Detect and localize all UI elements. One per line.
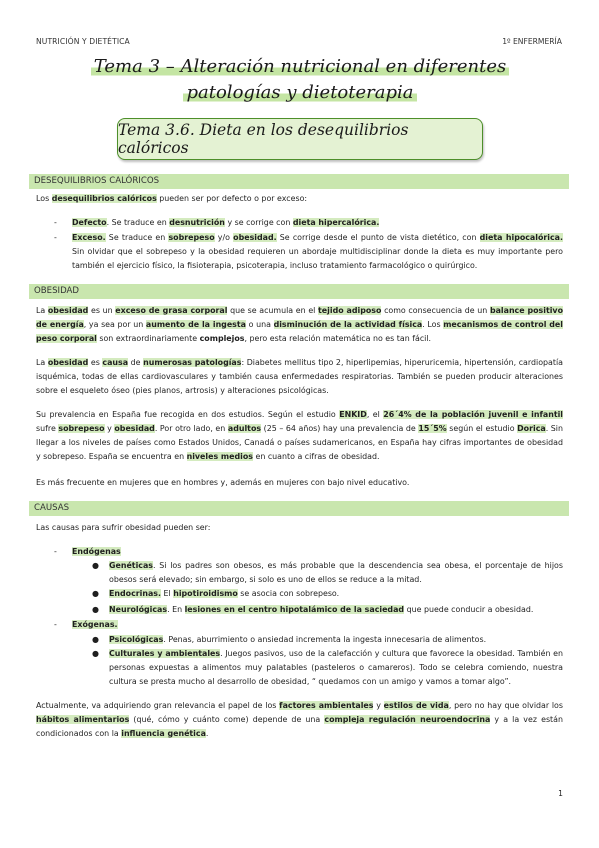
list-item-culturales: Culturales y ambientales. Juegos pasivos, uso de la calefacción y cultura que favorece la obesidad. También en personas expuestas a alimentos muy palatables (pasteleros o camareros). Todo se celebra comiendo, nuestra cultura se presta mucho al desarrollo de obesidad, “ quedamos con un amigo y vamos a tomar algo”. — [109, 649, 563, 686]
paragraph-obesidad-prevalencia: Su prevalencia en España fue recogida en dos estudios. Según el estudio ENKID, el 26´4% de la población juvenil e infantil sufre sobrepeso y obesidad. Por otro lado, en adultos (25 – 64 años) hay una prevalencia de 15´5% según el estudio Dorica. Sin llegar a los niveles de países como Estados Unidos, Canadá o países sudamericanos, en España hay cifras importantes de obesidad y sobrepeso. España se encuentra en niveles medios en cuanto a cifras de obesidad. — [36, 410, 564, 461]
list-dash: - — [54, 218, 57, 227]
paragraph-obesidad-definicion: La obesidad es un exceso de grasa corporal que se acumula en el tejido adiposo como consecuencia de un balance positivo de energía, ya sea por un aumento de la ingesta o una disminución de la actividad física. Los mecanismos de control del peso corporal son extraordinariamente complejos, pero esta relación matemática no es tan fácil. — [36, 306, 563, 343]
list-dash: - — [54, 233, 57, 242]
list-item-geneticas: Genéticas. Si los padres son obesos, es más probable que la descendencia sea obesa, el porcentaje de hijos obesos será elevado; sin embargo, si solo es uno de ellos se reduce a la mitad. — [109, 561, 563, 584]
list-dash: - — [54, 620, 57, 629]
bullet-icon: ● — [92, 649, 99, 658]
main-title — [60, 54, 540, 106]
main-title-line2: patologías y dietoterapia — [183, 82, 416, 103]
paragraph-causas-final: Actualmente, va adquiriendo gran relevancia el papel de los factores ambientales y estilos de vida, pero no hay que olvidar los hábitos alimentarios (qué, cómo y cuánto come) depende de una compleja regulación neuroendocrina y a la vez están condicionados con la influencia genética. — [36, 701, 563, 738]
list-item-exceso: Exceso. Se traduce en sobrepeso y/o obesidad. Se corrige desde el punto de vista dietético, con dieta hipocalórica. Sin olvidar que el sobrepeso y la obesidad requieren un abordaje multidisciplinar donde la dieta es muy importante pero también el ejercicio físico, la fisioterapia, psicoterapia, incluso tratamiento farmacológico o quirúrgico. — [72, 233, 563, 270]
main-title-line1: Tema 3 – Alteración nutricional en diferentes — [91, 56, 509, 77]
list-item-defecto: Defecto. Se traduce en desnutrición y se corrige con dieta hipercalórica. — [72, 218, 380, 227]
bullet-icon: ● — [92, 605, 99, 614]
header-course: 1º ENFERMERÍA — [502, 37, 562, 46]
section-heading-causas: CAUSAS — [29, 501, 569, 516]
subtitle-box — [117, 118, 483, 160]
list-item-endogenas: Endógenas — [72, 547, 121, 556]
paragraph-obesidad-frecuencia: Es más frecuente en mujeres que en hombres y, además en mujeres con bajo nivel educativo. — [36, 478, 410, 487]
header-subject: NUTRICIÓN Y DIETÉTICA — [36, 37, 130, 46]
bullet-icon: ● — [92, 635, 99, 644]
list-item-psicologicas: Psicológicas. Penas, aburrimiento o ansiedad incrementa la ingesta innecesaria de alimentos. — [109, 635, 487, 644]
paragraph-causas-intro: Las causas para sufrir obesidad pueden ser: — [36, 523, 211, 532]
bullet-icon: ● — [92, 589, 99, 598]
list-item-exogenas: Exógenas. — [72, 620, 118, 629]
paragraph-desequilibrios-intro: Los desequilibrios calóricos pueden ser por defecto o por exceso: — [36, 194, 308, 203]
bullet-icon: ● — [92, 561, 99, 570]
section-heading-obesidad: OBESIDAD — [29, 284, 569, 299]
paragraph-obesidad-patologias: La obesidad es causa de numerosas patologías: Diabetes mellitus tipo 2, hiperlipemias, hiperuricemia, hipertensión, cardiopatía isquémica, todas de ellas cardiovasculares y también causa enfermedades respiratorias. También se pueden producir alteraciones sobre el esqueleto óseo (pies planos, artrosis) y alteraciones psicológicas. — [36, 358, 563, 395]
list-dash: - — [54, 547, 57, 556]
page-number: 1 — [558, 789, 563, 798]
list-item-endocrinas: Endocrinas. El hipotiroidismo se asocia con sobrepeso. — [109, 589, 340, 598]
subtitle: Tema 3.6. Dieta en los desequilibrios calóricos — [118, 121, 409, 157]
section-heading-desequilibrios: DESEQUILIBRIOS CALÓRICOS — [29, 174, 569, 189]
list-item-neurologicas: Neurológicas. En lesiones en el centro hipotalámico de la saciedad que puede conducir a obesidad. — [109, 605, 534, 614]
